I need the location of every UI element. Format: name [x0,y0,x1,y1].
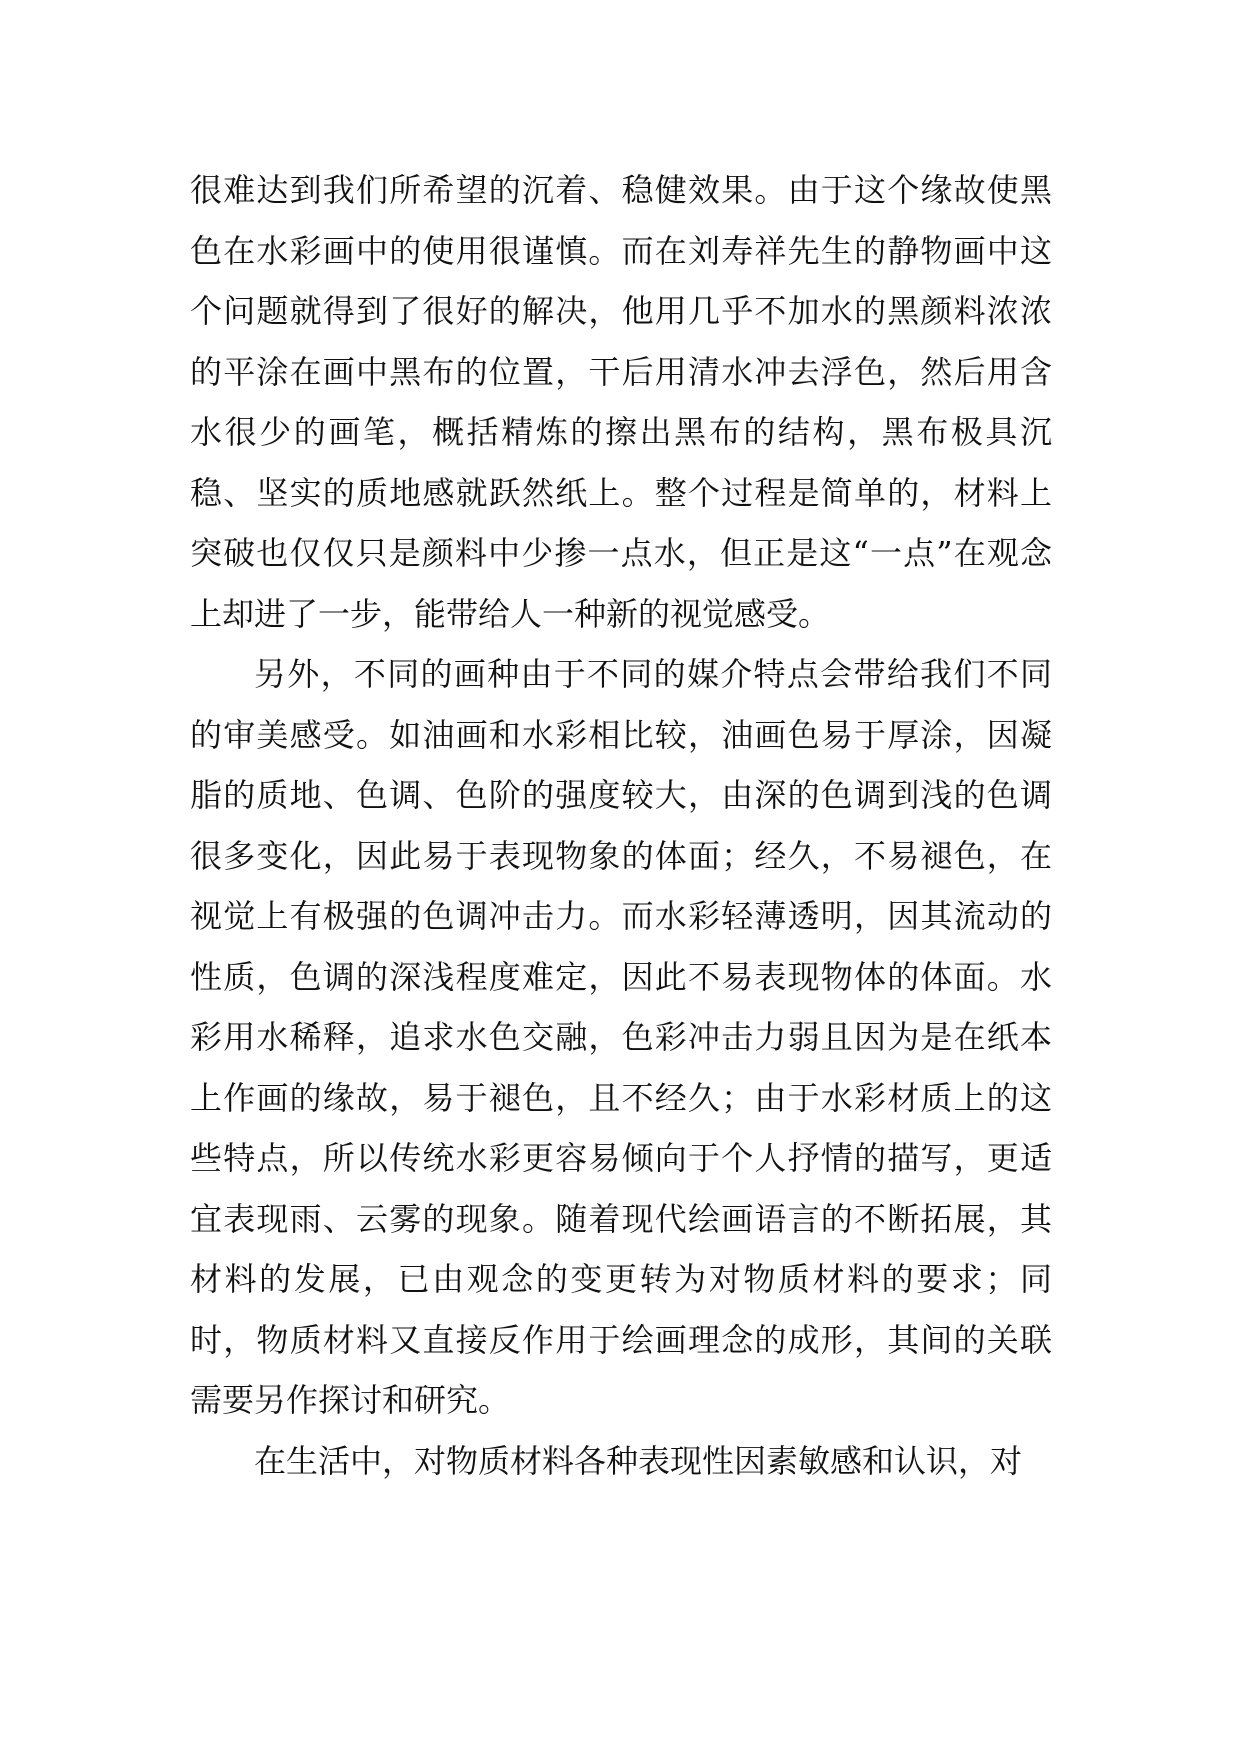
paragraph-2: 另外，不同的画种由于不同的媒介特点会带给我们不同的审美感受。如油画和水彩相比较，油画色易于厚涂，因凝脂的质地、色调、色阶的强度较大，由深的色调到浅的色调很多变化，因此易于表现物象的体面；经久，不易褪色，在视觉上有极强的色调冲击力。而水彩轻薄透明，因其流动的性质，色调的深浅程度难定，因此不易表现物体的体面。水彩用水稀释，追求水色交融，色彩冲击力弱且因为是在纸本上作画的缘故，易于褪色，且不经久；由于水彩材质上的这些特点，所以传统水彩更容易倾向于个人抒情的描写，更适宜表现雨、云雾的现象。随着现代绘画语言的不断拓展，其材料的发展，已由观念的变更转为对物质材料的要求；同时，物质材料又直接反作用于绘画理念的成形，其间的关联需要另作探讨和研究。 [190,655,1052,1419]
paragraph-3: 在生活中，对物质材料各种表现性因素敏感和认识，对 [254,1441,1023,1480]
body-text [190,160,1052,1491]
paragraph-1: 很难达到我们所希望的沉着、稳健效果。由于这个缘故使黑色在水彩画中的使用很谨慎。而在刘寿祥先生的静物画中这个问题就得到了很好的解决，他用几乎不加水的黑颜料浓浓的平涂在画中黑布的位置，干后用清水冲去浮色，然后用含水很少的画笔，概括精炼的擦出黑布的结构，黑布极具沉稳、坚实的质地感就跃然纸上。整个过程是简单的，材料上突破也仅仅只是颜料中少掺一点水，但正是这“一点”在观念上却进了一步，能带给人一种新的视觉感受。 [190,171,1052,633]
